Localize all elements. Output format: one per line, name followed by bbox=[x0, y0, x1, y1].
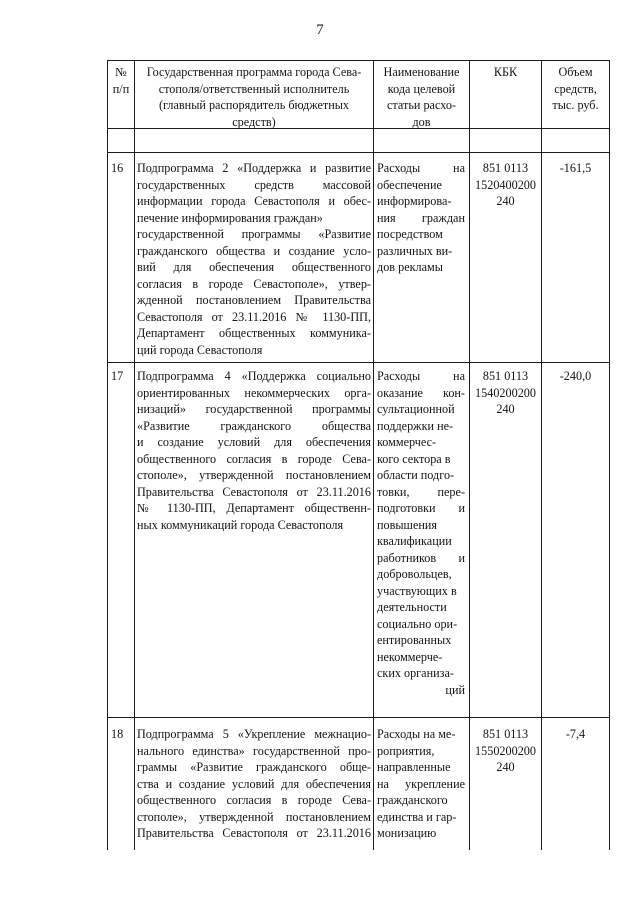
program-line: гражданского общества и создание усло- bbox=[137, 243, 371, 258]
expense-line: ций bbox=[445, 682, 465, 697]
row-number: 17 bbox=[111, 369, 124, 383]
expense-line: на укрепление bbox=[377, 776, 465, 791]
row-17-bottom-border bbox=[107, 717, 610, 718]
expense-line: участвующих в bbox=[377, 583, 457, 598]
program-line: ных коммуникаций города Севастополя bbox=[137, 517, 344, 532]
row-amount: -240,0 bbox=[559, 369, 592, 383]
col-divider-2 bbox=[373, 60, 374, 850]
expense-line: кого сектора в bbox=[377, 451, 451, 466]
expense-line: коммерчес- bbox=[377, 435, 437, 449]
table-left-border bbox=[107, 60, 108, 850]
header-name-line: статьи расхо- bbox=[387, 98, 456, 112]
expense-line: Расходы на ме- bbox=[377, 727, 456, 741]
expense-line: оказание кон- bbox=[377, 385, 465, 400]
program-line: ства и создание условий для обеспечения bbox=[137, 776, 371, 791]
kbk-line: 851 0113 bbox=[482, 727, 529, 741]
expense-line: Расходы на bbox=[377, 161, 465, 175]
spacer-row-bottom-border bbox=[107, 152, 610, 153]
program-line: граммы «Развитие гражданского обще- bbox=[137, 760, 371, 774]
program-line: «Развитие гражданского общества bbox=[137, 418, 371, 433]
expense-line: посредством bbox=[377, 227, 443, 241]
header-amount bbox=[542, 64, 609, 114]
header-name-line: дов bbox=[412, 114, 431, 129]
header-program-line: стополя/ответственный исполнитель bbox=[158, 81, 350, 96]
row-number: 16 bbox=[111, 161, 124, 175]
header-num-line: п/п bbox=[112, 81, 130, 96]
program-line: информации города Севастополя и обес- bbox=[137, 194, 371, 208]
expense-line: информирова- bbox=[377, 194, 452, 208]
header-program-line: Государственная программа города Сева- bbox=[146, 65, 362, 79]
expense-line: ских организа- bbox=[377, 666, 454, 680]
header-num-line: № bbox=[115, 65, 127, 79]
header-amount-line: тыс. руб. bbox=[552, 98, 599, 112]
row-number: 18 bbox=[111, 727, 124, 741]
expense-line: монизацию bbox=[377, 826, 437, 840]
expense-line: обеспечение bbox=[377, 177, 442, 192]
program-line: общественного согласия в городе Сева- bbox=[137, 451, 371, 466]
header-name-line: кода целевой bbox=[387, 81, 456, 96]
program-line: общественного согласия в городе Сева- bbox=[137, 793, 371, 807]
row-program bbox=[137, 160, 371, 358]
program-line: и создание условий для обеспечения bbox=[137, 435, 371, 449]
row-16-bottom-border bbox=[107, 362, 610, 363]
program-line: Подпрограмма 2 «Поддержка и развитие bbox=[137, 161, 371, 175]
expense-line: добровольцев, bbox=[377, 567, 452, 581]
expense-line: подготовки и bbox=[377, 501, 465, 515]
program-line: печение информирования граждан» bbox=[137, 210, 323, 225]
program-line: Подпрограмма 4 «Поддержка социально bbox=[137, 369, 371, 383]
kbk-line: 1540200200 bbox=[475, 385, 536, 400]
expense-line: гражданского bbox=[377, 793, 448, 807]
header-name-line: Наименование bbox=[383, 65, 460, 79]
program-line: стополе», утвержденной постановлением bbox=[137, 468, 371, 482]
program-line: ориентированных некоммерческих орга- bbox=[137, 385, 371, 400]
kbk-line: 240 bbox=[496, 402, 515, 416]
row-kbk bbox=[470, 726, 541, 776]
expense-line: квалификации bbox=[377, 534, 452, 548]
program-line: Департамент общественных коммуника- bbox=[137, 326, 371, 340]
program-line: Подпрограмма 5 «Укрепление межнацио- bbox=[137, 727, 371, 741]
program-line: вий для обеспечения общественного bbox=[137, 260, 371, 274]
header-amount-line: средств, bbox=[554, 81, 597, 96]
expense-line: социально ори- bbox=[377, 616, 458, 631]
expense-line: ентированных bbox=[377, 633, 452, 647]
kbk-line: 240 bbox=[496, 194, 515, 208]
program-line: Правительства Севастополя от 23.11.2016 bbox=[137, 484, 371, 499]
program-line: согласия в городе Севастополе», утвер- bbox=[137, 276, 371, 291]
header-amount-line: Объем bbox=[558, 65, 593, 79]
kbk-line: 851 0113 bbox=[482, 161, 529, 175]
kbk-line: 851 0113 bbox=[482, 369, 529, 383]
page-number: 7 bbox=[316, 22, 324, 38]
expense-line: поддержки не- bbox=[377, 418, 454, 433]
table-right-border bbox=[609, 60, 610, 850]
col-divider-1 bbox=[134, 60, 135, 850]
expense-line: ния граждан bbox=[377, 210, 465, 225]
program-line: нального единства» государственной про- bbox=[137, 743, 371, 758]
row-expense-name bbox=[377, 160, 465, 276]
expense-line: различных ви- bbox=[377, 243, 453, 258]
header-program bbox=[135, 64, 373, 130]
expense-line: Расходы на bbox=[377, 369, 465, 383]
program-line: государственных средств массовой bbox=[137, 177, 371, 192]
expense-line: дов рекламы bbox=[377, 260, 443, 274]
program-line: ций города Севастополя bbox=[137, 342, 263, 357]
header-name bbox=[374, 64, 469, 130]
row-expense-name bbox=[377, 368, 465, 698]
expense-line: повышения bbox=[377, 517, 438, 532]
expense-line: сультационной bbox=[377, 402, 455, 416]
expense-line: некоммерче- bbox=[377, 649, 443, 664]
expense-line: области подго- bbox=[377, 468, 455, 482]
expense-line: товки, пере- bbox=[377, 484, 465, 499]
expense-line: направленные bbox=[377, 760, 451, 774]
row-kbk bbox=[470, 160, 541, 210]
expense-line: роприятия, bbox=[377, 743, 435, 758]
row-amount: -161,5 bbox=[559, 161, 592, 175]
header-kbk bbox=[470, 64, 541, 81]
kbk-line: 1550200200 bbox=[475, 743, 536, 758]
program-line: государственной программы «Развитие bbox=[137, 227, 371, 241]
expense-line: единства и гар- bbox=[377, 809, 457, 824]
row-program bbox=[137, 368, 371, 533]
program-line: жденной постановлением Правительства bbox=[137, 293, 371, 307]
program-line: № 1130-ПП, Департамент общественн- bbox=[137, 501, 371, 515]
program-line: Правительства Севастополя от 23.11.2016 bbox=[137, 826, 371, 840]
program-line: стополе», утвержденной постановлением bbox=[137, 809, 371, 824]
expense-line: деятельности bbox=[377, 600, 447, 614]
program-line: низаций» государственной программы bbox=[137, 402, 371, 416]
kbk-line: 1520400200 bbox=[475, 177, 536, 192]
header-kbk-line: КБК bbox=[493, 65, 518, 79]
header-program-line: средств) bbox=[232, 114, 276, 129]
row-program bbox=[137, 726, 371, 842]
row-kbk bbox=[470, 368, 541, 418]
header-program-line: (главный распорядитель бюджетных bbox=[158, 98, 350, 112]
expense-line: работников и bbox=[377, 550, 465, 565]
header-num bbox=[108, 64, 134, 97]
row-expense-name bbox=[377, 726, 465, 842]
table-top-border bbox=[107, 60, 610, 61]
program-line: Севастополя от 23.11.2016 № 1130-ПП, bbox=[137, 309, 371, 324]
row-amount: -7,4 bbox=[565, 727, 586, 741]
kbk-line: 240 bbox=[496, 760, 515, 774]
